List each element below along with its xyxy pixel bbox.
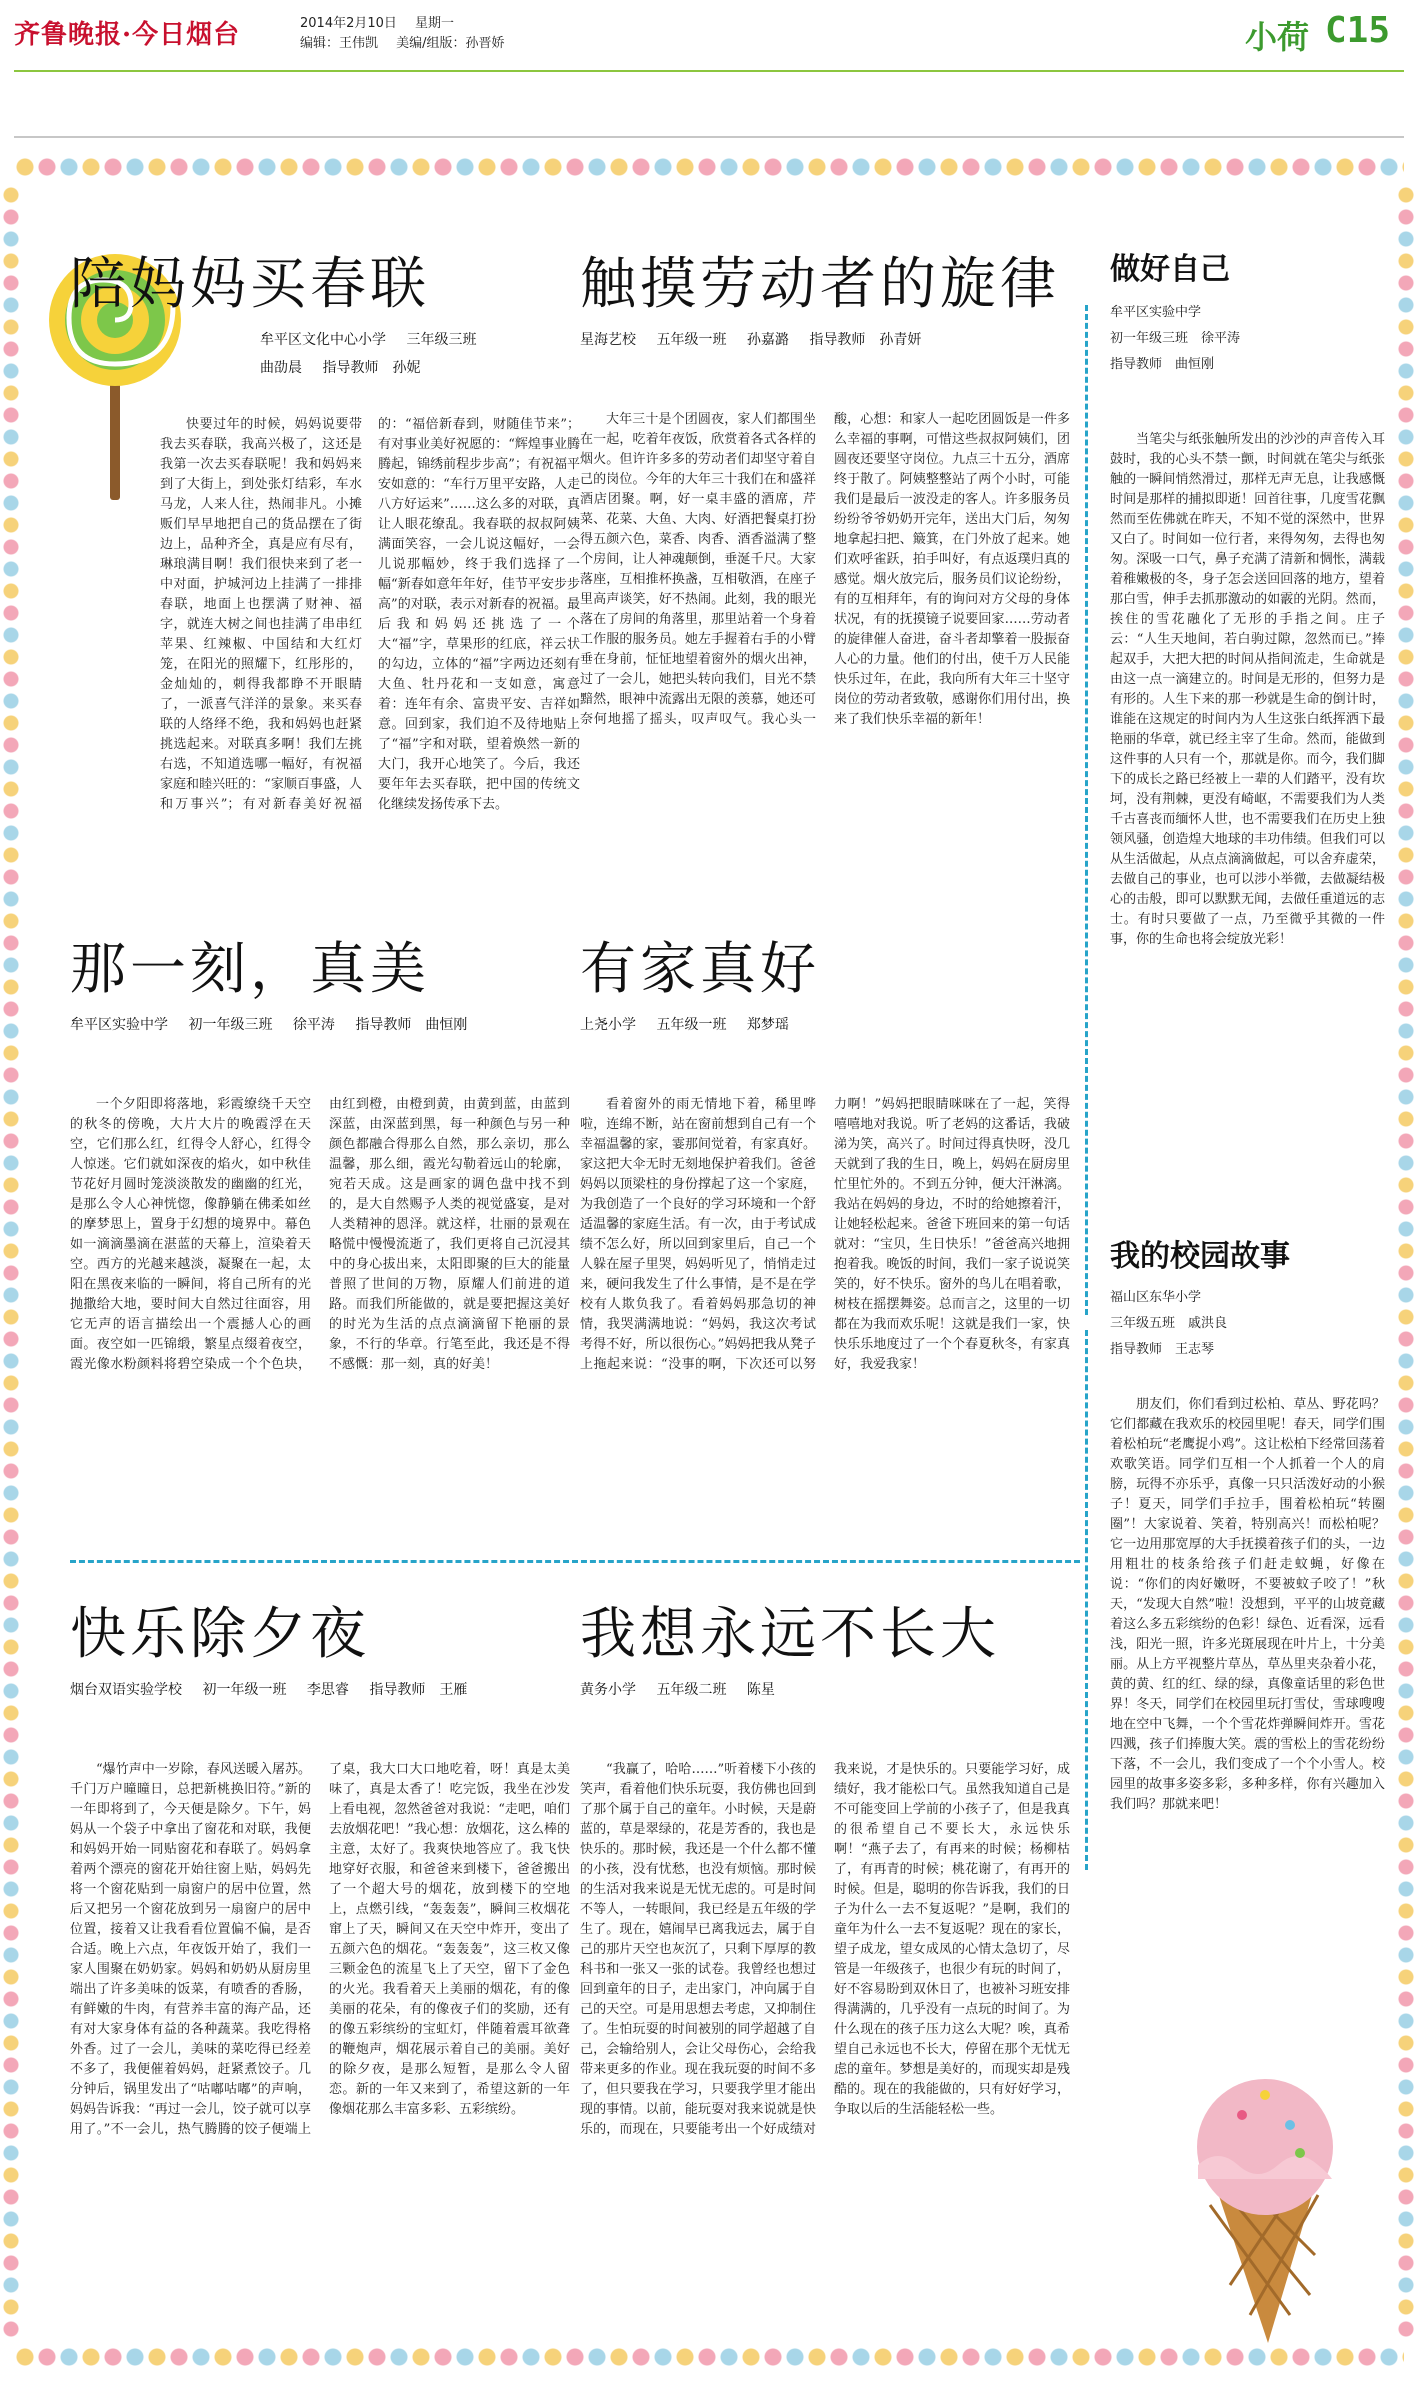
article-byline	[580, 1676, 1080, 1704]
bottom-dashed-separator	[70, 1560, 1080, 1563]
article-body-new-years-eve	[70, 1760, 570, 2330]
article-byline	[260, 326, 580, 354]
supplement-name: ·今日烟台	[122, 20, 241, 50]
school-name: 牟平区实验中学	[1110, 305, 1202, 320]
article-body-buy-couplets	[160, 415, 580, 920]
paper-name: 齐鲁晚报	[14, 20, 123, 50]
ice-cream-icon	[1150, 2055, 1380, 2345]
article-labor-melody	[580, 250, 1090, 354]
author-name: 曲劭晨	[260, 360, 302, 376]
header-rule	[14, 70, 1404, 72]
editor-credit: 编辑：王伟凯	[300, 36, 379, 51]
article-text: 看着窗外的雨无情地下着，稀里哗啦，连绵不断，站在窗前想到自己有一个幸福温馨的家，霎那间觉着，有家真好。家这把大伞无时无刻地保护着我们。爸爸妈妈以顶梁柱的身份撑起了这一个家庭，为我创造了一个良好的学习环境和一个舒适温馨的家庭生活。有一次，由于考试成绩不怎么好，所以回到家里后，自己一个人躲在屋子里哭，妈妈听见了，悄悄走过来，硬问我发生了什么事情，是不是在学校有人欺负我了。看着妈妈那急切的神情，我哭满满地说：“妈妈，我这次考试考得不好，所以很伤心。”妈妈把我从凳子上拖起来说：“没事的啊，下次还可以努力啊！”妈妈把眼睛咪咪在了一起，笑得嘻嘻地对我说。听了老妈的这番话，我破涕为笑，高兴了。时间过得真快呀，没几天就到了我的生日，晚上，妈妈在厨房里忙里忙外的。不到五分钟，便大汗淋漓。我站在妈妈的身边，不时的给她擦着汗，让她轻松起来。爸爸下班回来的第一句话就对：“宝贝，生日快乐！”爸爸高兴地拥抱着我。晚饭的时间，我们一家子说说笑笑的，好不快乐。窗外的鸟儿在唱着歌，树枝在摇摆舞姿。总而言之，这里的一切都在为我而欢乐呢！这就是我们一家，快快乐乐地度过了一个个春夏秋冬，有家真好，我爱我家！	[580, 1097, 1070, 1372]
article-text: 当笔尖与纸张触所发出的沙沙的声音传入耳鼓时，我的心头不禁一颤，时间就在笔尖与纸张触的一瞬间悄然滑过，那样无声无息，让我感慨时间是那样的捕拟即逝！回首往事，几度雪花飘然而至佐佛就在昨天，不知不觉的深然中，世界又白了。时间如一位行者，来得匆匆，去得也匆匆。深吸一口气，鼻子充满了清新和惆怅，满载着稚嫩极的冬，身子怎会送回回落的地方，望着那白雪，伸手去抓那激动的如霰的光阴。然而，挨住的雪花融化了无形的手指之间。庄子云：“人生天地间，若白驹过隙，忽然而已。”捧起双手，大把大把的时间从指间流走，生命就是由这一点一滴建立的。时间是无形的，但努力是有形的。人生下来的那一秒就是生命的倒计时，谁能在这规定的时间内为人生这张白纸挥洒下最艳丽的华章，就已经主宰了生命。然而，能做到这件事的人只有一个，那就是你。而今，我们脚下的成长之路已经被上一辈的人们踏平，没有坎坷，没有荆棘，更没有崎岖，不需要我们为人类千古喜丧而缅怀人世，也不需要我们在历史上独领风骚，创造煌大地球的丰功伟绩。但我们可以从生活做起，从点点滴滴做起，可以舍弃虚荣，去做自己的事业，也可以涉小举微，去做凝结极心的击般，即可以默默无闻，去做任重道远的志士。有时只要做了一点，乃至微乎其微的一件事，你的生命也将会绽放光彩！	[1110, 432, 1385, 947]
teacher-name: 指导教师 曲恒刚	[1110, 357, 1215, 372]
dotted-border-left	[0, 184, 22, 2340]
article-byline	[1110, 326, 1395, 352]
teacher-name: 指导教师 王志琴	[1110, 1342, 1215, 1357]
author-name: 徐平涛	[292, 1017, 335, 1033]
article-title: 做好自己	[1110, 252, 1230, 287]
school-name: 牟平区文化中心小学	[260, 332, 386, 348]
section-name: 小荷	[1245, 18, 1310, 56]
article-byline	[1110, 1311, 1395, 1337]
article-text: 朋友们，你们看到过松柏、草丛、野花吗？它们都藏在我欢乐的校园里呢！春天，同学们围着松柏玩“老鹰捉小鸡”。这让松柏下经常回荡着欢歌笑语。同学们互相一个人抓着一个人的肩膀，玩得不亦乐乎，真像一只只活泼好动的小猴子！夏天，同学们手拉手，围着松柏玩“转圈圈”！大家说着、笑着，特别高兴！而松柏呢？它一边用那宽厚的大手抚摸着孩子们的头，一边用粗壮的枝条给孩子们赶走蚊蝇，好像在说：“你们的肉好嫩呀，不要被蚊子咬了！”秋天，“发现大自然”啦！没想到，平平的山坡竟藏着这么多五彩缤纷的色彩！绿色、近看深，远看浅，阳光一照，许多光斑展现在叶片上，十分美丽。从上方平视整片草丛，草丛里夹杂着小花，黄的黄、红的红、绿的绿，真像童话里的彩色世界！冬天，同学们在校园里玩打雪仗，雪球嗖嗖地在空中飞舞，一个个雪花炸弹瞬间炸开。雪花四溅，孩子们捧腹大笑。震的雪松上的雪花纷纷下落，不一会儿，我们变成了一个个小雪人。校园里的故事多姿多彩，多种多样，你有兴趣加入我们吗？那就来吧！	[1110, 1397, 1385, 1812]
teacher-name: 指导教师 曲恒刚	[355, 1017, 468, 1033]
issue-date: 2014年2月10日	[300, 16, 397, 31]
school-name: 牟平区实验中学	[70, 1017, 168, 1033]
class-name: 初一年级三班	[188, 1017, 273, 1033]
author-name: 孙嘉潞	[746, 332, 789, 348]
author-name: 戚洪良	[1188, 1316, 1228, 1331]
article-text: 快要过年的时候，妈妈说要带我去买春联，我高兴极了，这还是我第一次去买春联呢！我和妈妈来到了大街上，到处张灯结彩，车水马龙，人来人往，热闹非凡。小摊贩们早早地把自己的货品摆在了街边上，品种齐全，真是应有尽有，琳琅满目啊！我们很快来到了老一中对面，护城河边上挂满了一排排春联，地面上也摆满了财神、福字，就连大树之间也挂满了串串红苹果、红辣椒、中国结和大红灯笼，在阳光的照耀下，红彤彤的，金灿灿的，刺得我都睁不开眼睛了，一派喜气洋洋的景象。来买春联的人络绎不绝，我和妈妈也赶紧挑选起来。对联真多啊！我们左挑右选，不知道选哪一幅好，有祝福家庭和睦兴旺的：“家顺百事盛，人和万事兴”；有对新春美好祝福的：“福倍新春到，财随佳节来”；有对事业美好祝愿的：“辉煌事业腾腾起，锦绣前程步步高”；有祝福平安如意的：“车行万里平安路，人走八方好运来”……这么多的对联，真让人眼花缭乱。我春联的叔叔阿姨满面笑容，一会儿说这幅好，一会儿说那幅妙，终于我们选择了一幅“新春如意年年好，佳节平安步步高”的对联，表示对新春的祝福。最后我和妈妈还挑选了一个大“福”字，草果形的红底，祥云状的勾边，立体的“福”字两边还刻有大鱼、牡丹花和一支如意，寓意着：连年有余、富贵平安、吉祥如意。回到家，我们迫不及待地贴上了“福”字和对联，望着焕然一新的大门，我开心地笑了。今后，我还要年年去买春联，把中国的传统文化继续发扬传承下去。	[160, 417, 580, 812]
class-name: 初一年级三班	[1110, 331, 1189, 346]
article-text: “我赢了，哈哈……”听着楼下小孩的笑声，看着他们快乐玩耍，我仿佛也回到了那个属于自己的童年。小时候，天是蔚蓝的，草是翠绿的，花是芳香的，我也是快乐的。那时候，我还是一个什么都不懂的小孩，没有忧愁，也没有烦恼。那时候的生活对我来说是无忧无虑的。可是时间不等人，一转眼间，我已经是五年级的学生了。现在，嬉闹早已离我远去，属于自己的那片天空也灰沉了，只剩下厚厚的教科书和一张又一张的试卷。我曾经也想过回到童年的日子，走出家门，冲向属于自己的天空。可是用思想去考虑，又抑制住了。生怕玩耍的时间被别的同学超越了自己，会输给别人，会让父母伤心，会给我带来更多的作业。现在我玩耍的时间不多了，但只要我在学习，只要我学里才能出现的事情。以前，能玩耍对我来说就是快乐的，而现在，只要能考出一个好成绩对我来说，才是快乐的。只要能学习好，成绩好，我才能松口气。虽然我知道自己是不可能变回上学前的小孩子了，但是我真的很希望自己不要长大，永远快乐啊！“燕子去了，有再来的时候；杨柳枯了，有再青的时候；桃花谢了，有再开的时候。但是，聪明的你告诉我，我们的日子为什么一去不复返呢？”是啊，我们的童年为什么一去不复返呢？现在的家长，望子成龙，望女成凤的心情太急切了，尽管是一年级孩子，也很少有玩的时间了，好不容易盼到双休日了，也被补习班安排得满满的，几乎没有一点玩的时间了。为什么现在的孩子压力这么大呢？唉，真希望自己永远也不长大，停留在那个无忧无虑的童年。梦想是美好的，而现实却是残酷的。现在的我能做的，只有好好学习，争取以后的生活能轻松一些。	[580, 1762, 1070, 2137]
sidebar-dashed-separator	[1085, 305, 1088, 1315]
article-be-yourself	[1110, 248, 1395, 378]
article-body-labor-melody	[580, 410, 1070, 920]
sidebar-dashed-separator-lower	[1085, 1330, 1088, 1870]
dotted-border-bottom	[14, 2340, 1404, 2374]
issue-weekday: 星期一	[415, 16, 455, 31]
class-name: 初一年级一班	[202, 1682, 287, 1698]
school-name: 烟台双语实验学校	[70, 1682, 182, 1698]
article-new-years-eve	[70, 1600, 580, 1704]
author-name: 陈星	[746, 1682, 775, 1698]
author-name: 郑梦瑶	[746, 1017, 789, 1033]
school-name: 星海艺校	[580, 332, 636, 348]
teacher-name: 指导教师 孙妮	[322, 360, 421, 376]
school-name: 福山区东华小学	[1110, 1290, 1202, 1305]
article-good-to-have-home	[580, 935, 1080, 1039]
article-byline	[580, 1011, 1080, 1039]
article-beautiful-moment	[70, 935, 580, 1039]
school-name: 黄务小学	[580, 1682, 636, 1698]
issue-meta	[300, 14, 519, 54]
article-text: 一个夕阳即将落地，彩霞缭绕千天空的秋冬的傍晚，大片大片的晚霞浮在天空，它们那么红，红得令人舒心，红得令人惊迷。它们就如深夜的焰火，如中秋佳节花好月圆时笼淡淡散发的幽幽的红光，是那么令人心神恍惚，像静躺在佛柔如丝的摩梦思上，置身于幻想的境界中。幕色如一滴滴墨滴在湛蓝的天幕上，渲染着天空。西方的光越来越淡，凝聚在一起，太阳在黑夜来临的一瞬间，将自己所有的光抛撒给大地，要时间大自然过往面容，用它无声的语言描绘出一个震撼人心的画面。夜空如一匹锦缎，繁星点缀着夜空，霞光像水粉颜料将碧空染成一个个色块，由红到橙，由橙到黄，由黄到蓝，由蓝到深蓝，由深蓝到黑，每一种颜色与另一种颜色都融合得那么自然，那么亲切，那么温馨，那么细，霞光勾勒着远山的轮廓，宛若天成。这是画家的调色盘中找不到的，是大自然赐予人类的视觉盛宴，是对人类精神的恩泽。就这样，壮丽的景观在略慌中慢慢流逝了，我们更将自己沉浸其中的身心拔出来，太阳即聚的巨大的能量普照了世间的万物，原耀人们前进的道路。而我们所能做的，就是要把握这美好的时光为生活的点点滴滴留下艳丽的景象，不行的华章。行笔至此，我还是不得不感慨：那一刻，真的好美！	[70, 1097, 570, 1372]
class-name: 五年级一班	[656, 1017, 727, 1033]
article-title: 我的校园故事	[1110, 1239, 1290, 1274]
masthead	[14, 14, 240, 51]
article-title: 有家真好	[580, 937, 820, 1002]
dotted-border-right	[1395, 184, 1417, 2340]
class-name: 三年级五班	[1110, 1316, 1176, 1331]
design-credit: 美编/组版：孙晋娇	[396, 36, 505, 51]
author-name: 李思睿	[306, 1682, 349, 1698]
author-name: 徐平涛	[1201, 331, 1241, 346]
page-header	[0, 0, 1417, 70]
dotted-border-top	[14, 150, 1404, 184]
class-name: 五年级一班	[656, 332, 727, 348]
class-name: 五年级二班	[656, 1682, 727, 1698]
article-title: 那一刻，真美	[70, 937, 430, 1002]
article-title: 我想永远不长大	[580, 1602, 1000, 1667]
article-title: 触摸劳动者的旋律	[580, 252, 1060, 317]
school-name: 上尧小学	[580, 1017, 636, 1033]
article-text: “爆竹声中一岁除，春风送暖入屠苏。千门万户曈曈日，总把新桃换旧符。”新的一年即将到了，今天便是除夕。下午，妈妈从一个袋子中拿出了窗花和对联，我便和妈妈开始一同贴窗花和春联了。妈妈拿着两个漂亮的窗花开始往窗上贴，妈妈先将一个窗花贴到一扇窗户的居中位置，然后又把另一个窗花放到另一扇窗户的居中位置，接着又让我看看位置偏不偏，是否合适。晚上六点，年夜饭开始了，我们一家人围聚在奶奶家。妈妈和奶奶从厨房里端出了许多美味的饭菜，有喷香的香肠，有鲜嫩的牛肉，有营养丰富的海产品，还有对大家身体有益的各种蔬菜。我吃得格外香。过了一会儿，美味的菜吃得已经差不多了，我便催着妈妈，赶紧煮饺子。几分钟后，锅里发出了“咕嘟咕嘟”的声响，妈妈告诉我：“再过一会儿，饺子就可以享用了。”不一会儿，热气腾腾的饺子便端上了桌，我大口大口地吃着，呀！真是太美味了，真是太香了！吃完饭，我坐在沙发上看电视，忽然爸爸对我说：“走吧，咱们去放烟花吧！”我心想：放烟花，这么棒的主意，太好了。我爽快地答应了。我飞快地穿好衣服，和爸爸来到楼下，爸爸搬出了一个超大号的烟花，放到楼下的空地上，点燃引线，“轰轰轰”，瞬间三枚烟花窜上了天，瞬间又在天空中炸开，变出了五颜六色的烟花。“轰轰轰”，这三枚又像三颗金色的流星飞上了天空，留下了金色的火光。我看着天上美丽的烟花，有的像美丽的花朵，有的像夜子们的奖励，还有的像五彩缤纷的宝虹灯，伴随着震耳欲聋的鞭炮声，烟花展示着自己的美丽。美好的除夕夜，是那么短暂，是那么令人留恋。新的一年又来到了，希望这新的一年像烟花那么丰富多彩、五彩缤纷。	[70, 1762, 570, 2137]
article-byline	[70, 1011, 580, 1039]
article-never-grow-up	[580, 1600, 1080, 1704]
article-body-campus-story	[1110, 1395, 1385, 2055]
article-text: 大年三十是个团圆夜，家人们都围坐在一起，吃着年夜饭，欣赏着各式各样的烟火。但许许多多的劳动者们却坚守着自己的岗位。今年的大年三十我们在和盛祥酒店团聚。啊，好一桌丰盛的酒席，芹菜、花菜、大鱼、大肉、好酒把餐桌打扮得五颜六色，菜香、肉香、酒香溢满了整个房间，让人神魂颠倒，垂涎千尺。大家落座，互相推杯换盏，互相敬酒，在座子里高声谈笑，好不热闹。此刻，我的眼光落在了房间的角落里，那里站着一个身着工作服的服务员。她左手握着右手的小臂垂在身前，怔怔地望着窗外的烟火出神，过了一会儿，她把头转向我们，目光不禁黯然，眼神中流露出无限的羡慕，她还可奈何地摇了摇头，叹声叹气。我心头一酸，心想：和家人一起吃团圆饭是一件多么幸福的事啊，可惜这些叔叔阿姨们，团圆夜还要坚守岗位。九点三十五分，酒席终于散了。阿姨整整站了两个小时，可能我们是最后一波没走的客人。许多服务员纷纷爷爷奶奶开完年，送出大门后，匆匆地拿起扫把、簸箕，在门外放了起来。她们欢呼雀跃，拍手叫好，有点返璞归真的感觉。烟火放完后，服务员们议论纷纷，有的互相拜年，有的询问对方父母的身体状况，有的抚摸镜子说要回家……劳动者的旋律催人奋进，奋斗者却擎着一股振奋人心的力量。他们的付出，使千万人民能快乐过年，在此，我向所有大年三十坚守岗位的劳动者致敬，感谢你们用付出，换来了我们快乐幸福的新年！	[580, 412, 1070, 727]
article-buy-couplets	[70, 250, 580, 382]
article-byline	[580, 326, 1090, 354]
page-number: C15	[1325, 10, 1391, 51]
article-body-beautiful-moment	[70, 1095, 570, 1535]
article-body-be-yourself	[1110, 430, 1385, 1270]
article-byline-2	[260, 354, 580, 382]
gray-divider	[14, 136, 1404, 138]
article-byline	[70, 1676, 580, 1704]
class-name: 三年级三班	[406, 332, 477, 348]
article-title: 陪妈妈买春联	[70, 252, 430, 317]
article-body-good-to-have-home	[580, 1095, 1070, 1535]
article-title: 快乐除夕夜	[70, 1602, 370, 1667]
teacher-name: 指导教师 孙青妍	[809, 332, 922, 348]
article-campus-story	[1110, 1235, 1395, 1363]
article-body-never-grow-up	[580, 1760, 1070, 2330]
teacher-name: 指导教师 王雁	[369, 1682, 468, 1698]
